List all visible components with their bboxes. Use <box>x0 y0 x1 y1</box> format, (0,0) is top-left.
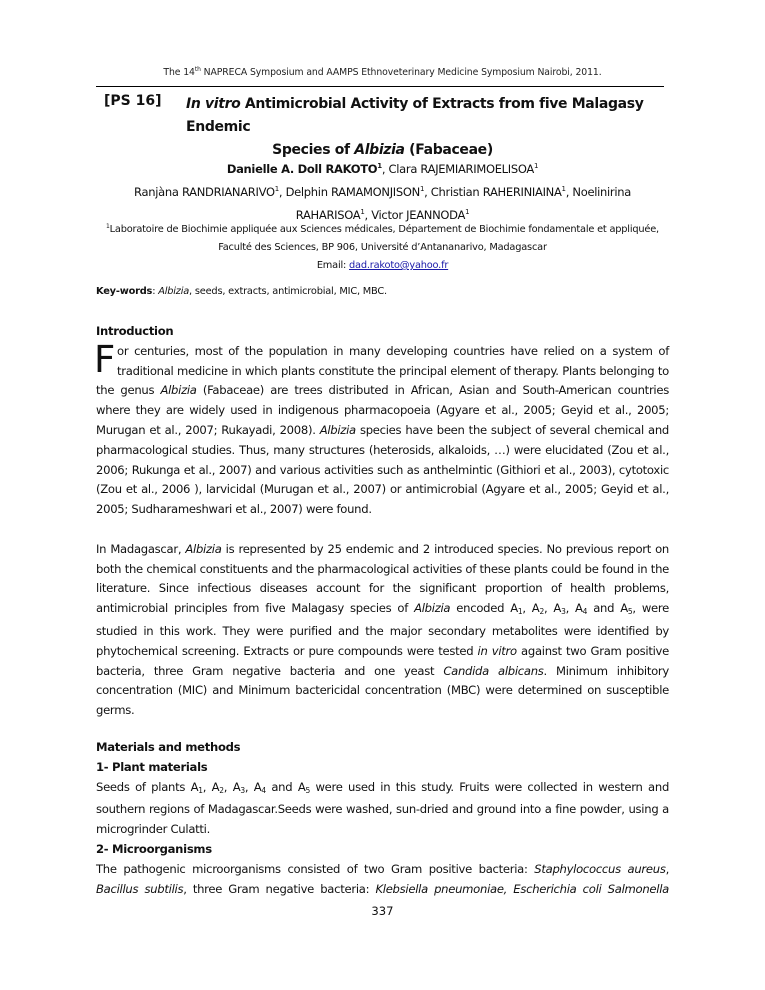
plant-materials-paragraph: Seeds of plants $A_1$, $A_2$, $A_3$, $A_4$ and $A_5$ were used in this study. Fruits were collected in western and southern regions of Madagascar.Seeds were washed, sun-dried and ground into a fine powder, using a microgrinder Culatti. <box>96 779 670 837</box>
header-rule <box>96 86 664 87</box>
paper-code: [PS 16] <box>104 93 162 109</box>
intro-paragraph-2: In Madagascar, Albizia is represented by 25 endemic and 2 introduced species. No previous report on both the chemical constituents and the pharmacological activities of these plants could be found in the literature. Since infectious diseases account for the significant proportion of health problems, antimicrobial principles from five Malagasy species of Albizia encoded $A_1$, $A_2$, $A_3$, $A_4$ and $A_5$, were studied in this work. They were purified and the major secondary metabolites were identified by phytochemical screening. Extracts or pure compounds were tested in vitro against two Gram positive bacteria, three Gram negative bacteria and one yeast Candida albicans. Minimum inhibitory concentration (MIC) and Minimum bactericidal concentration (MBC) were determined on susceptible germs. <box>96 541 669 718</box>
introduction-heading: Introduction <box>96 324 174 338</box>
plant-materials-heading: 1- Plant materials <box>96 759 208 774</box>
running-header: The 14th NAPRECA Symposium and AAMPS Ethnoveterinary Medicine Symposium Nairobi, 2011. <box>163 66 602 78</box>
drop-cap: F <box>94 337 116 381</box>
email-link[interactable]: dad.rakoto@yahoo.fr <box>349 260 449 271</box>
affiliation: $^1$Laboratoire de Biochimie appliquée aux Sciences médicales, Département de Biochimie fondamentale et appliquée, Faculté des Sciences, BP 906, Université d’Antananarivo, Madagascar Email: dad.rakoto@yahoo.fr <box>106 223 659 271</box>
author-list: Danielle A. Doll RAKOTO$^1$, Clara RAJEMIARIMOELISOA$^1$ Ranjàna RANDRIANARIVO$^1$, Delphin RAMAMONJISON$^1$, Christian RAHERINIAINA$^1$, Noelinirina RAHARISOA$^1$, Victor JEANNODA$^1$ <box>134 162 631 222</box>
paper-title: [PS 16] In vitro Antimicrobial Activity of Extracts from five Malagasy Endemic Species of Albizia (Fabaceae) <box>104 93 644 158</box>
microorganisms-heading: 2- Microorganisms <box>96 841 212 856</box>
microorganisms-paragraph: The pathogenic microorganisms consisted of two Gram positive bacteria: Staphylococcus aureus, Bacillus subtilis, three Gram negative bacteria: Klebsiella pneumoniae, Escherichia coli Salmonella <box>96 861 669 896</box>
keywords: Key-words: Albizia, seeds, extracts, antimicrobial, MIC, MBC. <box>96 286 387 297</box>
page-number: 337 <box>371 904 394 918</box>
lead-author: Danielle A. Doll RAKOTO <box>226 162 378 176</box>
methods-section <box>96 738 669 899</box>
intro-paragraph-1: For centuries, most of the population in many developing countries have relied on a system of traditional medicine in which plants constitute the principal element of therapy. Plants belonging to the genus Albizia (Fabaceae) are trees distributed in African, Asian and South-American countries where they are widely used in indigenous pharmacopoeia (Agyare et al., 2005; Geyid et al., 2005; Murugan et al., 2007; Rukayadi, 2008). Albizia species have been the subject of several chemical and pharmacological studies. Thus, many structures (heterosids, alkaloids, …) were elucidated (Zou et al., 2006; Rukunga et al., 2007) and various activities such as anthelmintic (Githiori et al., 2003), cytotoxic (Zou et al., 2006 ), larvicidal (Murugan et al., 2007) or antimicrobial (Agyare et al., 2005; Geyid et al., 2005; Sudharameshwari et al., 2007) were found. <box>94 337 669 517</box>
introduction-section <box>96 322 669 721</box>
methods-heading: Materials and methods <box>96 740 241 754</box>
